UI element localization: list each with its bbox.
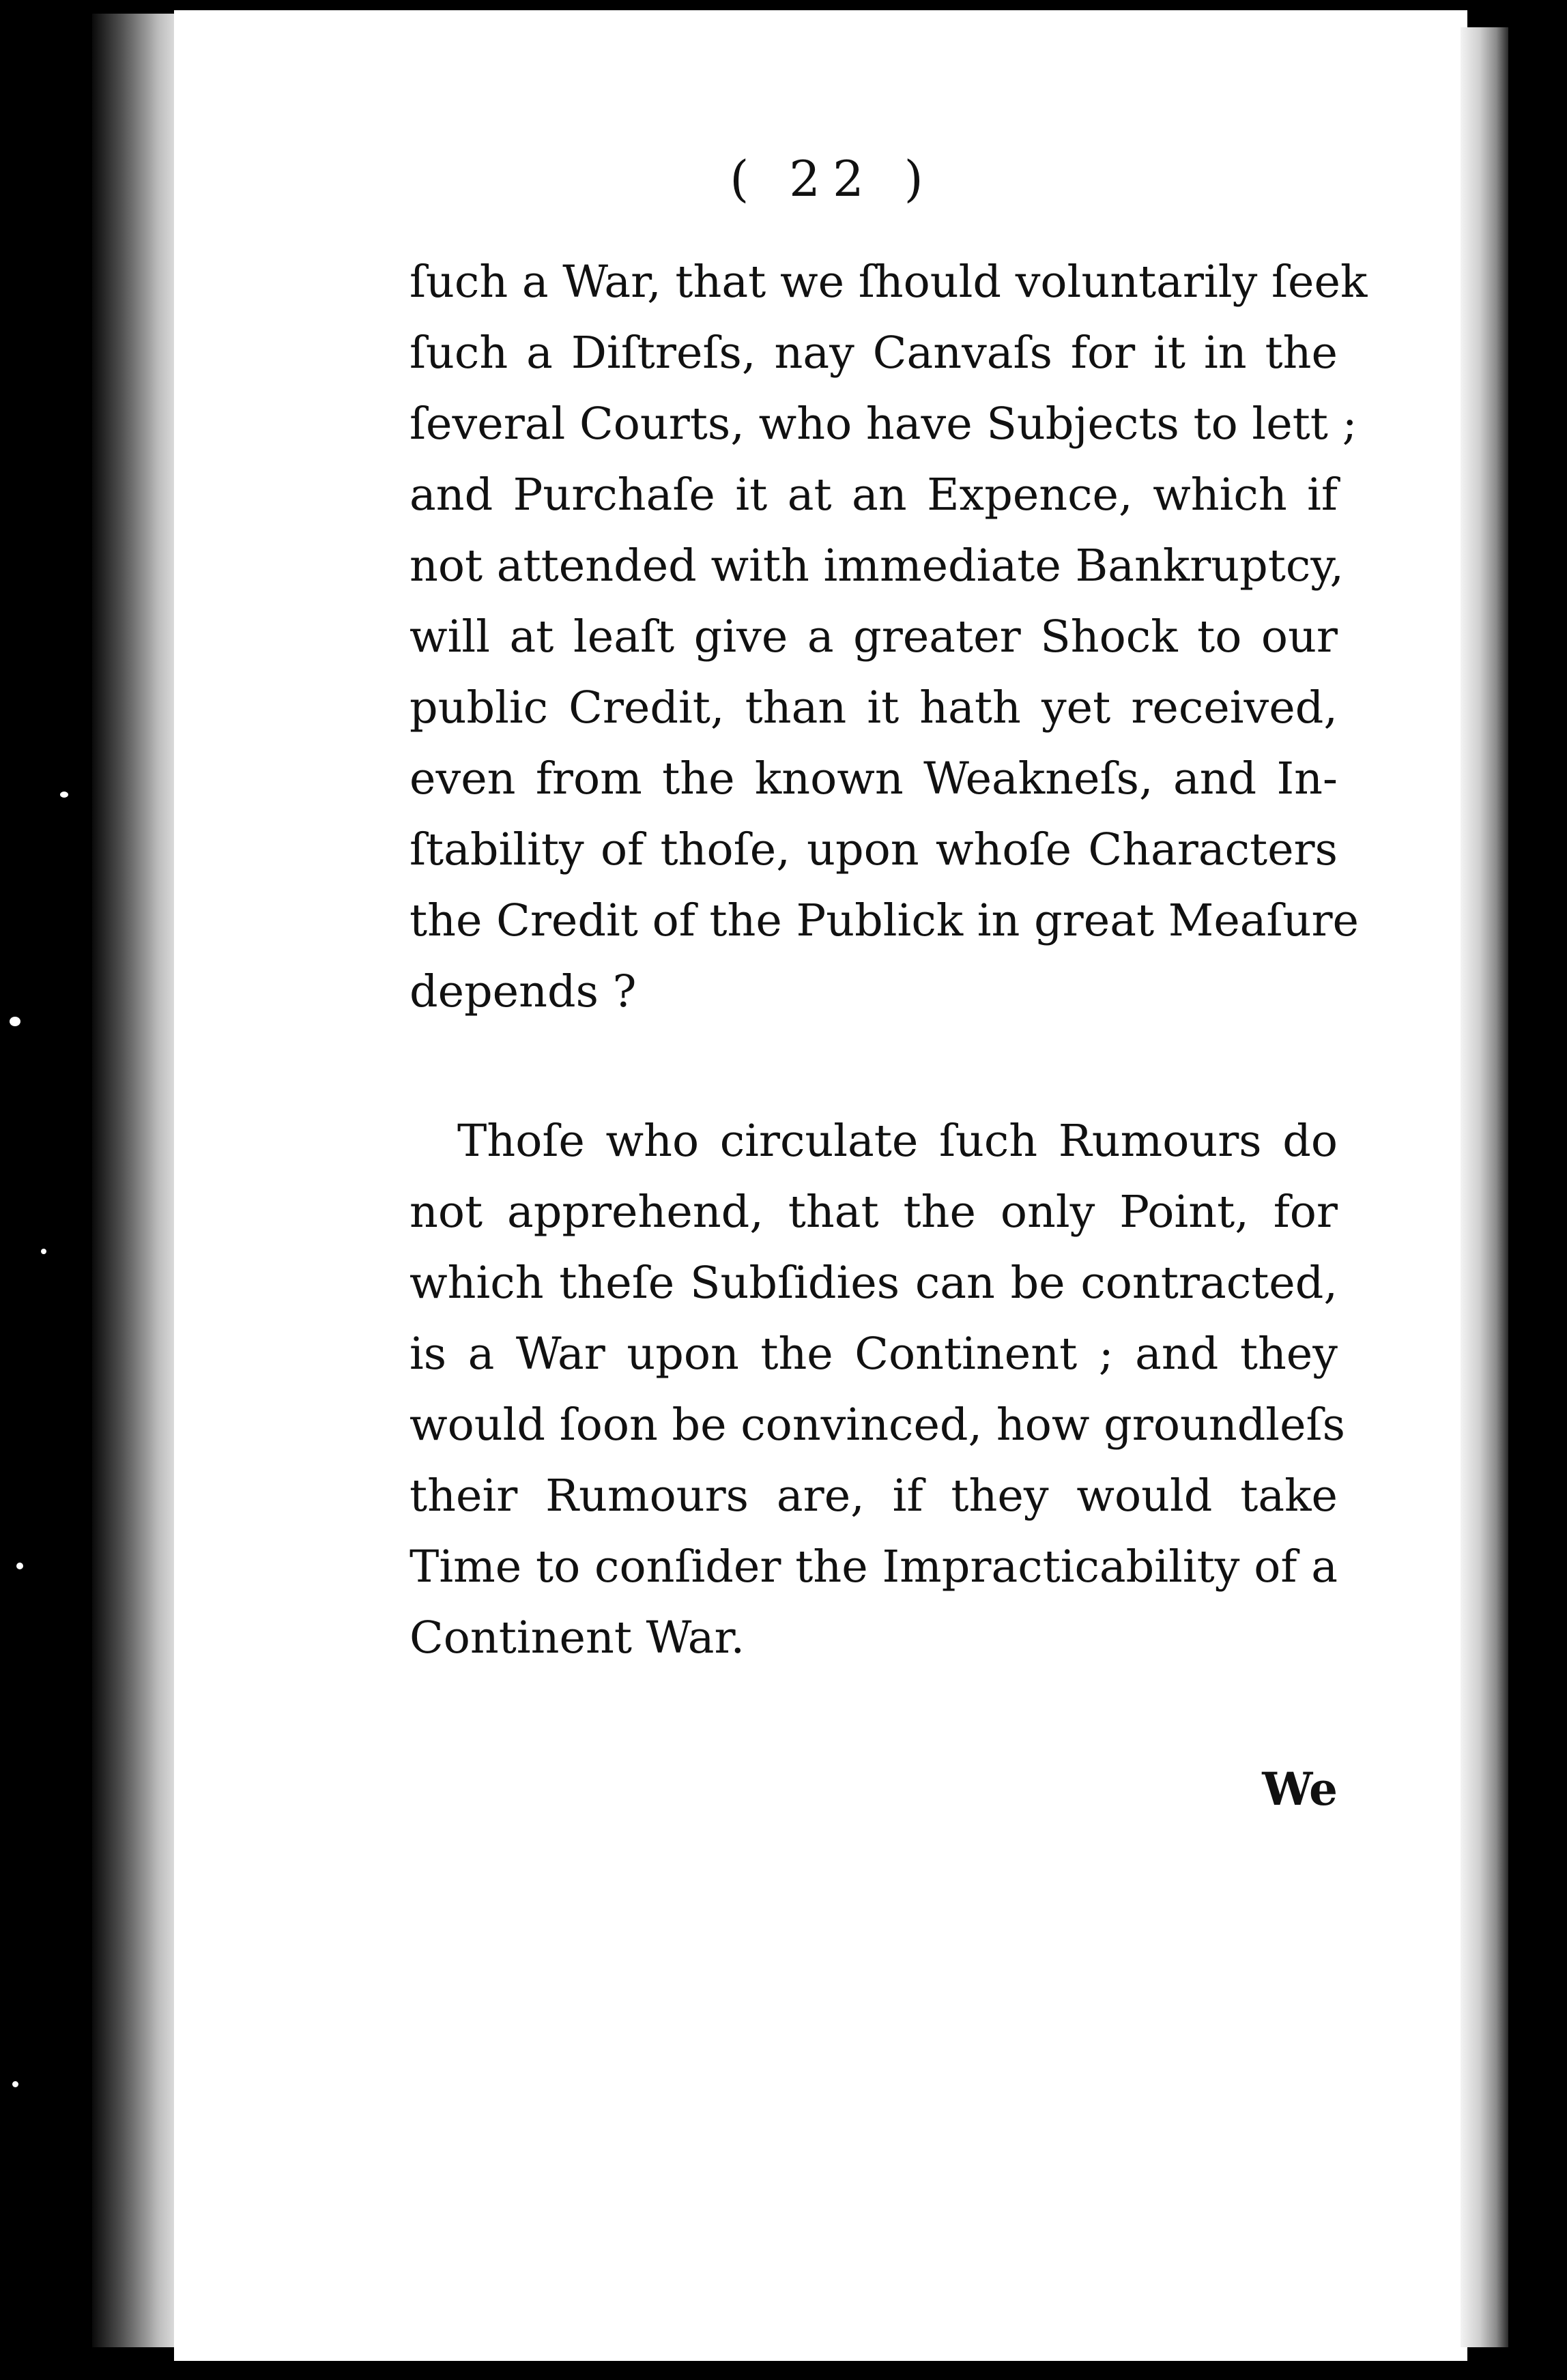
text-line: ſuch a War, that we ſhould voluntarily ſeek	[409, 257, 1368, 308]
text-line: which theſe Subſidies can be contracted,	[409, 1258, 1338, 1309]
text-line: and Purchaſe it at an Expence, which if	[409, 469, 1338, 521]
paragraph-1	[409, 247, 1368, 1028]
paragraph-2	[409, 1106, 1345, 1674]
scan-speck	[12, 2081, 18, 2087]
text-line: will at leaſt give a greater Shock to our	[409, 611, 1338, 663]
text-line: the Credit of the Publick in great Meaſure	[409, 895, 1359, 946]
text-line: would ſoon be convinced, how groundleſs	[409, 1399, 1345, 1451]
text-line: is a War upon the Continent ; and they	[409, 1329, 1338, 1380]
text-line: depends ?	[409, 966, 637, 1017]
page-text	[409, 150, 1368, 1816]
text-line: not apprehend, that the only Point, for	[409, 1187, 1338, 1238]
text-line: ſeveral Courts, who have Subjects to lett ;	[409, 398, 1357, 450]
text-line: Thoſe who circulate ſuch Rumours do	[457, 1116, 1338, 1167]
page-edge	[1461, 27, 1508, 2347]
scan-speck	[16, 1563, 23, 1569]
scan-speck	[10, 1017, 20, 1026]
text-line: ſtability of thoſe, upon whoſe Characters	[409, 824, 1338, 875]
catchword: We	[1262, 1762, 1338, 1816]
text-line: public Credit, than it hath yet received,	[409, 682, 1338, 734]
binding-gutter	[92, 14, 181, 2347]
text-line: not attended with immediate Bankruptcy,	[409, 540, 1345, 592]
scan-speck	[60, 792, 68, 798]
text-line: Continent War.	[409, 1612, 745, 1664]
scan-speck	[41, 1249, 46, 1254]
text-line: their Rumours are, if they would take	[409, 1470, 1338, 1522]
text-line: ſuch a Diſtreſs, nay Canvaſs for it in the	[409, 328, 1338, 379]
text-line: even from the known Weakneſs, and In-	[409, 753, 1338, 804]
page-number: ( 22 )	[730, 150, 936, 207]
text-line: Time to conſider the Impracticability of a	[409, 1541, 1338, 1593]
